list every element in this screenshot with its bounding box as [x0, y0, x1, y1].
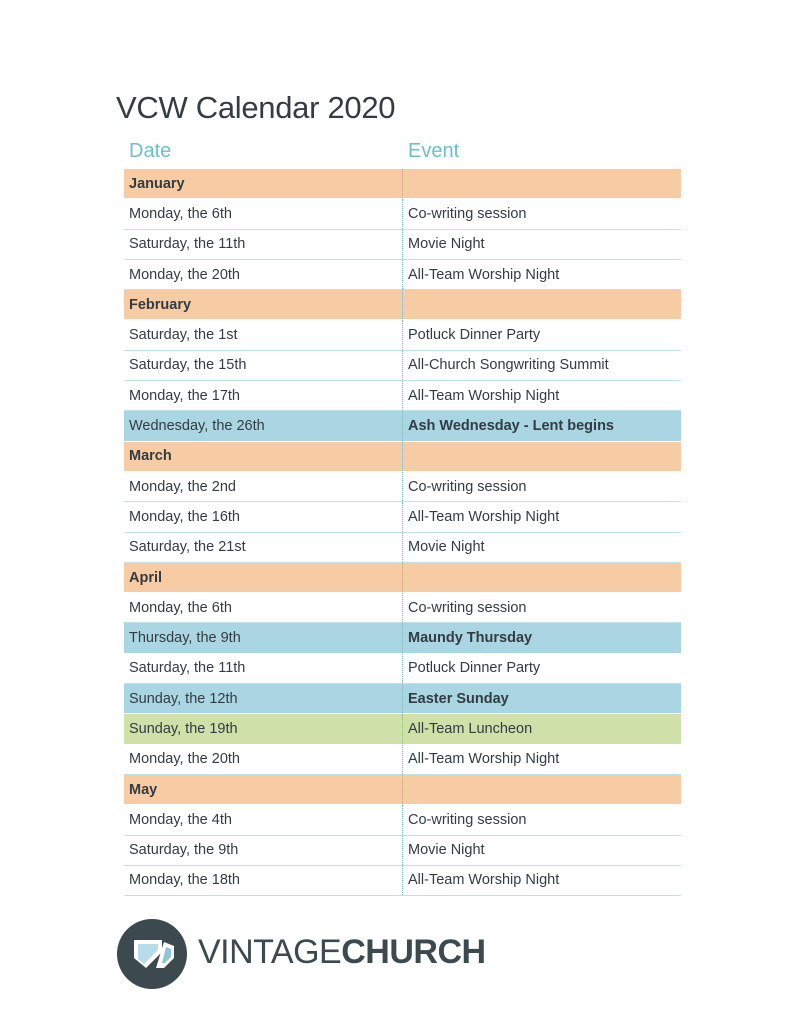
brand-wordmark [198, 933, 486, 972]
table-row [124, 684, 681, 714]
table-row [124, 320, 681, 350]
event-cell: Easter Sunday [408, 690, 509, 707]
calendar-table [124, 169, 681, 896]
table-row [124, 866, 681, 896]
date-cell: Wednesday, the 26th [124, 411, 403, 440]
event-cell: All-Team Worship Night [408, 266, 560, 283]
event-cell: All-Team Luncheon [408, 720, 533, 737]
event-cell: All-Team Worship Night [408, 387, 560, 404]
table-row [124, 836, 681, 866]
table-row [124, 230, 681, 260]
date-cell: Thursday, the 9th [124, 623, 403, 652]
date-cell: Monday, the 6th [124, 593, 403, 622]
date-cell: Sunday, the 19th [124, 714, 403, 743]
event-cell: Maundy Thursday [408, 630, 533, 647]
date-cell: Saturday, the 11th [124, 230, 403, 259]
date-cell: Saturday, the 15th [124, 351, 403, 380]
date-cell: February [124, 290, 403, 319]
event-cell: Co-writing session [408, 599, 527, 616]
date-cell: Monday, the 6th [124, 199, 403, 228]
event-cell: Co-writing session [408, 478, 527, 495]
date-cell: May [124, 775, 403, 804]
date-cell: March [124, 442, 403, 471]
table-row [124, 169, 681, 199]
date-cell: April [124, 563, 403, 592]
table-row [124, 775, 681, 805]
date-cell: Monday, the 20th [124, 260, 403, 289]
date-cell: Monday, the 16th [124, 502, 403, 531]
event-cell: All-Team Worship Night [408, 872, 560, 889]
date-cell: Monday, the 20th [124, 745, 403, 774]
date-cell: Saturday, the 11th [124, 654, 403, 683]
event-cell: Co-writing session [408, 205, 527, 222]
date-cell: Monday, the 2nd [124, 472, 403, 501]
table-row [124, 654, 681, 684]
page-title: VCW Calendar 2020 [116, 90, 396, 125]
table-row [124, 260, 681, 290]
table-row [124, 502, 681, 532]
table-row [124, 442, 681, 472]
event-cell: Potluck Dinner Party [408, 660, 541, 677]
date-cell: Sunday, the 12th [124, 684, 403, 713]
table-row [124, 411, 681, 441]
date-column-header: Date [129, 140, 172, 162]
event-cell: Ash Wednesday - Lent begins [408, 418, 614, 435]
event-column-header: Event [408, 140, 460, 162]
event-cell: Movie Night [408, 539, 485, 556]
table-row [124, 745, 681, 775]
brand-part-church: CHURCH [341, 933, 486, 971]
event-cell: All-Church Songwriting Summit [408, 357, 609, 374]
table-row [124, 381, 681, 411]
event-cell: Co-writing session [408, 811, 527, 828]
table-row [124, 623, 681, 653]
date-cell: Monday, the 4th [124, 805, 403, 834]
event-cell: Movie Night [408, 236, 485, 253]
table-row [124, 563, 681, 593]
table-row [124, 533, 681, 563]
event-cell [403, 775, 681, 804]
event-cell [403, 290, 681, 319]
table-row [124, 199, 681, 229]
date-cell: Saturday, the 21st [124, 533, 403, 562]
event-cell [403, 442, 681, 471]
event-cell: All-Team Worship Night [408, 508, 560, 525]
date-cell: Monday, the 17th [124, 381, 403, 410]
event-cell [403, 169, 681, 198]
table-row [124, 805, 681, 835]
church-logo-icon [116, 918, 188, 990]
table-row [124, 351, 681, 381]
event-cell: Potluck Dinner Party [408, 327, 541, 344]
table-row [124, 714, 681, 744]
event-cell [403, 563, 681, 592]
date-cell: Saturday, the 1st [124, 320, 403, 349]
brand-part-vintage: VINTAGE [198, 933, 342, 971]
event-cell: Movie Night [408, 842, 485, 859]
table-row [124, 472, 681, 502]
table-row [124, 593, 681, 623]
table-row [124, 290, 681, 320]
date-cell: January [124, 169, 403, 198]
date-cell: Saturday, the 9th [124, 836, 403, 865]
event-cell: All-Team Worship Night [408, 751, 560, 768]
date-cell: Monday, the 18th [124, 866, 403, 895]
